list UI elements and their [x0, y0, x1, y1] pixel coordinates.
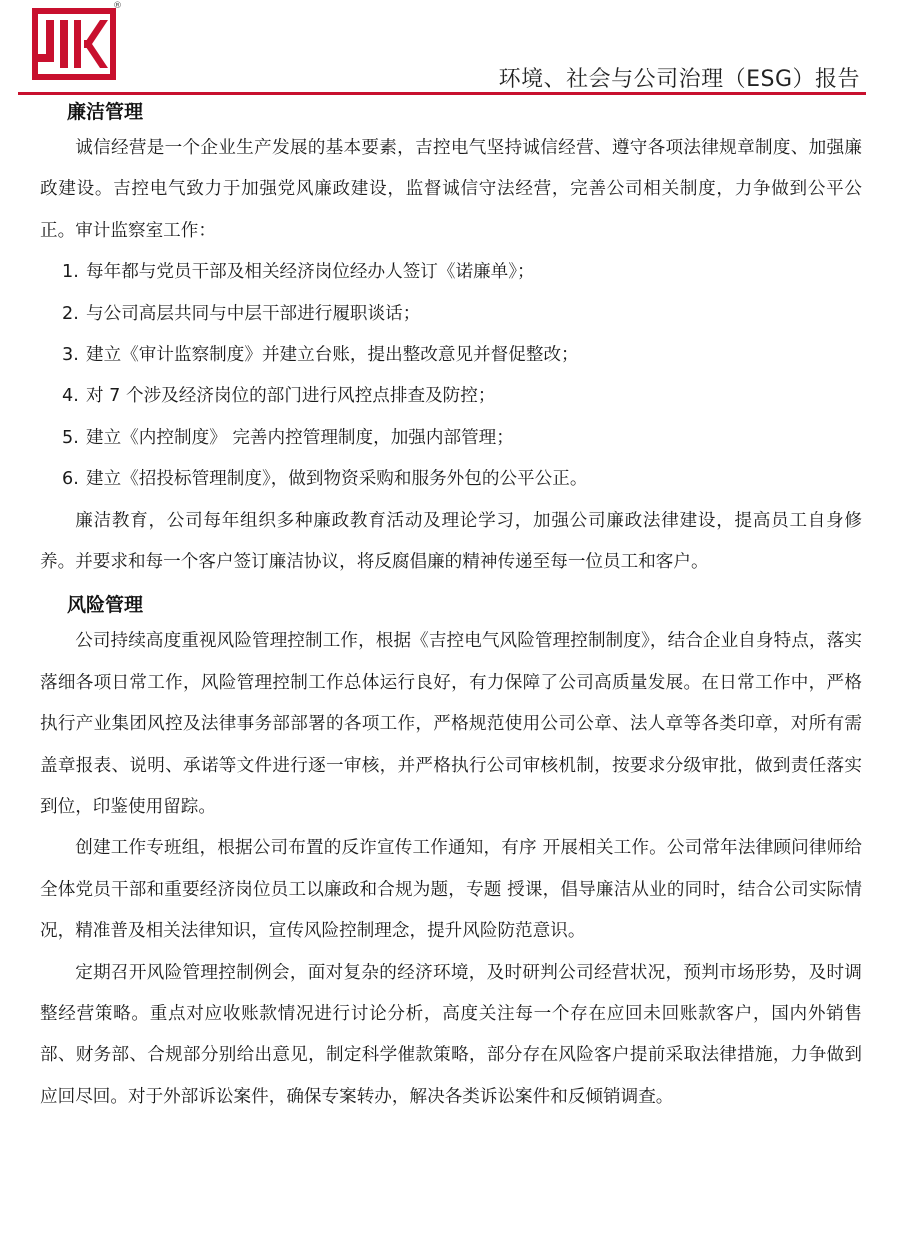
list-item-text: 建立《审计监察制度》并建立台账，提出整改意见并督促整改；: [86, 345, 579, 365]
body-paragraph: 公司持续高度重视风险管理控制工作，根据《吉控电气风险管理控制制度》，结合企业自身特点，落实落细各项日常工作，风险管理控制工作总体运行良好，有力保障了公司高质量发展。在日常工作中，严格执行产业集团风控及法律事务部部署的各项工作，严格规范使用公司公章、法人章等各类印章，对所有需盖章报表、说明、承诺等文件进行逐一审核，并严格执行公司审核机制，按要求分级审批，做到责任落实到位，印鉴使用留踪。: [40, 631, 862, 817]
section-heading: 风险管理: [67, 594, 144, 617]
body-paragraph: 定期召开风险管理控制例会，面对复杂的经济环境，及时研判公司经营状况，预判市场形势，及时调 整经营策略。重点对应收账款情况进行讨论分析，高度关注每一个存在应回未回账款客户，国内外销售部、财务部、合规部分别给出意见，制定科学催款策略，部分存在风险客户提前采取法律措施，力争做到应回尽回。对于外部诉讼案件，确保专案转办，解决各类诉讼案件和反倾销调查。: [40, 962, 862, 1107]
list-item: [0, 418, 900, 459]
list-item-number: 5.: [62, 427, 79, 448]
list-item: [0, 294, 900, 335]
list-item-text: 建立《内控制度》 完善内控管理制度，加强内部管理；: [86, 427, 514, 448]
header-divider: [18, 92, 866, 95]
section-risk-management: [0, 589, 900, 1118]
list-item-number: 4.: [62, 386, 79, 407]
list-item-text: 对 7 个涉及经济岗位的部门进行风控点排查及防控；: [86, 386, 496, 407]
list-item: [0, 335, 900, 376]
section-outro-paragraph: 廉洁教育，公司每年组织多种廉政教育活动及理论学习，加强公司廉政法律建设，提高员工自身修养。并要求和每一个客户签订廉洁协议，将反腐倡廉的精神传递至每一位员工和客户。: [40, 510, 862, 572]
list-item: [0, 252, 900, 293]
registered-mark: ®: [113, 1, 122, 11]
list-item-number: 3.: [62, 345, 79, 365]
list-item-number: 6.: [62, 469, 79, 490]
page-content: [0, 96, 900, 1118]
list-item: [0, 459, 900, 500]
section-intro-paragraph: 诚信经营是一个企业生产发展的基本要素，吉控电气坚持诚信经营、遵守各项法律规章制度、加强廉政建设。吉控电气致力于加强党风廉政建设，监督诚信守法经营，完善公司相关制度，力争做到公平公正。审计监察室工作：: [40, 138, 862, 241]
page-header: [0, 0, 900, 100]
section-heading: 廉洁管理: [67, 101, 144, 123]
report-title: 环境、社会与公司治理（ESG）报告: [498, 67, 860, 92]
list-item-number: 1.: [62, 262, 79, 283]
audit-work-list: [0, 252, 900, 500]
section-integrity-management: [0, 96, 900, 583]
company-logo-icon: [32, 8, 116, 80]
list-item-text: 每年都与党员干部及相关经济岗位经办人签订《诺廉单》；: [86, 262, 535, 283]
body-paragraph: 创建工作专班组，根据公司布置的反诈宣传工作通知，有序 开展相关工作。公司常年法律顾问律师给全体党员干部和重要经济岗位员工以廉政和合规为题，专题 授课，倡导廉洁从业的同时，结合公司实际情况，精准普及相关法律知识，宣传风险控制理念，提升风险防范意识。: [40, 838, 862, 942]
list-item-text: 与公司高层共同与中层干部进行履职谈话；: [86, 303, 421, 324]
list-item: [0, 376, 900, 417]
list-item-text: 建立《招投标管理制度》，做到物资采购和服务外包的公平公正。: [86, 469, 588, 490]
list-item-number: 2.: [62, 303, 79, 324]
